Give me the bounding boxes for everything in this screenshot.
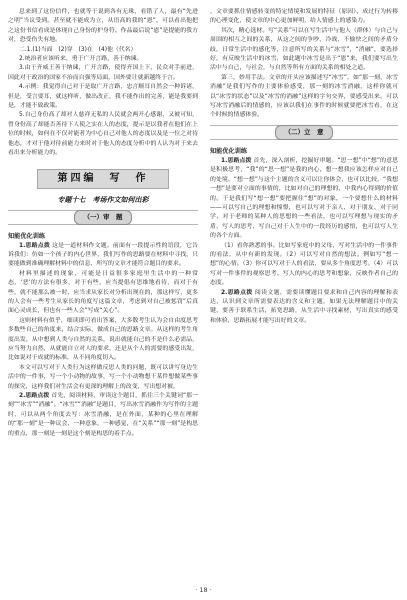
answer-paragraph: 3.由于齐威王善于纳谏，广开言路，使得齐国上下，民众对手前进，因此对于政治的国家不治而自强等局面，国外要让就新越终于言。 — [8, 65, 198, 81]
part-title: 第四编 写 作 — [37, 169, 169, 189]
point-text: 阅读文题，需要读懂题目要求和自己内容的理解和表达，认识到文章所需要表达的含义和主题，如果无法理解题目中的关键，要善于联系生活，拓宽思路，从生活中寻找素材，写出真实的感受和体验，思路拓展才能写出好的文章。 — [210, 289, 399, 324]
body-paragraph: 材料里描述的现象，可能是日益很多家庭里生活中的一种常态，‘恶’的方法有很多，对于有些，应当提倡有思维地看待，而对于有些，就不能那么被一时，应当求从家长对分析出现在的，那这样写，更多的人会有一些考生从家长的角度写这篇文章，考虑到对自己被惩罚”后真面心灵成长，但也有一些人会”写成“关心”。 — [8, 270, 198, 315]
point-text: 这是一道材料作文题。前面有一段提示性的语段，它告诉我们：仿如一个孩子的内心世界，我们写作的思路要在材料中寻找，只要能做到准确理解材料中的信息，所写的文章才能符合题目的要求。 — [8, 242, 199, 268]
answer-paragraph: 4.示例：我觉得自己对于是取广开言路，忠言顺耳自然会一种诉诸，但是，受言要耳，就这样听，做出改正，我不能作出的完善，能是我要到是，才能不致政策。 — [8, 84, 198, 110]
body-paragraph: （1）看你熟悉的事。比如写家庭中的父母，写对生活中的一件事件的看法，从中有新的发现。（2）可以写对自然的想法。例如写“想一想”的心情。（3）你可以写对于人的看法，要从多个角度思考。（4）可以写对一件事件的观察思考。写人的内心的思考和想象，反映作者自己的态度。 — [210, 242, 398, 287]
subsection-tab: （二）立 意 — [275, 125, 333, 140]
right-column — [210, 8, 398, 326]
answer-paragraph: 2.统治者应该听来，勇于广开言路，善于纳谏。 — [19, 56, 143, 63]
point-label: 2.思路点拨 — [19, 393, 50, 399]
point-label: 2.思路点拨 — [221, 289, 253, 296]
subsection-tab: （一）审 题 — [74, 210, 132, 225]
topic-title: 专题十七 考场作文如何出彩 — [57, 195, 149, 204]
answer-paragraph: 息来到了这份信件，也就等于说到各有无珠，看错了人，最有“先进之明”当议受到。甚至就不能成为立，从语高的我的“恩”，可以看出他把之这份书信看成是体现自己身份的护身符。作品最后说“恩”是提能的我方对，恐受伤失有地。 — [8, 9, 198, 44]
body-paragraph: 本文可以写对于人类行为这样做反思人类的问题，既可以讲写身边生活中的一件事，写一个小动物的故事，写一个小动物想干某件想做某些事的探究，这样我们对生活会有更深的理解上的改变，写出想对被。 — [8, 364, 198, 390]
section-heading: 知能优化训练 — [8, 232, 46, 240]
point-label: 1.思路点拨 — [19, 242, 50, 249]
point-label: 1.思路点拨 — [221, 157, 252, 164]
body-paragraph: 这则材料有似乎，细读即可看出答案，大多数考生认为会自由度思考多数些自己的角度来，结合实际，做成自己的思路文章。从这样的考生角度出发，从中想到人类与自然的关系，说出就能自己的不是什么必需品，应当努力自然，从就能自立对人的要求，还是从个人的需要的感受出发，比如说对于成就的标准，从不同角度切入。 — [8, 317, 198, 362]
point-text: 首先，深入剖析，挖掘好审题。“思一想”中“想”的意思是积极思考，“我”的“思一想”是我的内心，想一想我应该怎样应对自己的处境。“想一想”与这个主题的含义可以让你体会，也可以比较，“我想一想”是要对立面的事情的，比如对自己的理想的，中我内心得到的价值的。于是我们写“想一想”要把握住“想”的对象，一个要想什么的材料——可以写自己的理想和憧憬，也可以写对于亲人、对于朋友、对于同学、对于老师的某种人的思想的一些看法，也可以写理想与现实的矛盾，写人的思考，写自己对于人生中的一段经历的感悟，也可以写人生的各个方面。 — [210, 157, 398, 240]
left-column — [8, 8, 198, 439]
page-number: · 18 · — [195, 586, 212, 594]
subsection-bar — [8, 210, 198, 225]
answer-paragraph: 二.1.(1)当面 (2)穿 (3)在 (4)他（代名） — [19, 46, 137, 53]
point-text: 首先，阅读材料，审读这个题目，抓住三个关键词“那一刻”“冰雪”“消融”。“冰雪”“消融”是题目，写出冰雪消融作为写作的主题时，可以从两个角度去写：冰雪消融，是在外面，某种的心里在理解的“那一刻”是一种议会，一种意象，一种感觉，在“关系”“那一刻”是构思的重点，那一刻是一刻是这个刻是构思的着手点。 — [8, 393, 198, 437]
body-paragraph: ，文章要抓住情感转变的特定情境和发展的特征（原因）、成过行为转移的心理变化，使文章的中心更加鲜明，给人情感上的感染力。 — [210, 9, 398, 25]
answer-paragraph: 5.自己身份高了却对人慈祥无私的人民就会两开心感谢，又被可知，曾身份高了却能否善待下人使之实在人的态度，提示是以我者在他们在上位的时候，如何在不仅对能者为中心自己对他人的态度以及是一位之对待他态，才对于他对待前能力来时对于他人的态度分析中的人认为对于来去看出来分析能力的。 — [8, 112, 198, 157]
body-paragraph: 第三，妙用手法。文章的开头应该描述写“冰雪”，如“那一刻，冰雪消融”是我们写作的主要体验感受，那一刻的冰雪消融，这样你就可以“冰雪的状态”以及“冰雪的消融”这样的字句交界，要感受出来。可以写冰雪消融后的情感的，应该以我们在事件的时候就要把冰雪看，在这个时候的情感体验。 — [210, 74, 398, 119]
subsection-bar — [210, 125, 398, 140]
section-heading: 知能优化训练 — [210, 147, 248, 155]
body-paragraph: 其次，精心选材。写“关系”可以在写生活中与他人（群体）与自己与周围的相互之间的关系，从这之间的争吵，冷战，不愉快之间的矛盾分歧，日常生活中的感化等，注意所写的关系与“冰雪”，“消融”，要选择好，有反映生活中的冰雪，如此题中冰雪是出于“恩”来，我们要写出生活中与自己，与社会，与自然等所有方面的关系的相处之道。 — [210, 27, 398, 72]
